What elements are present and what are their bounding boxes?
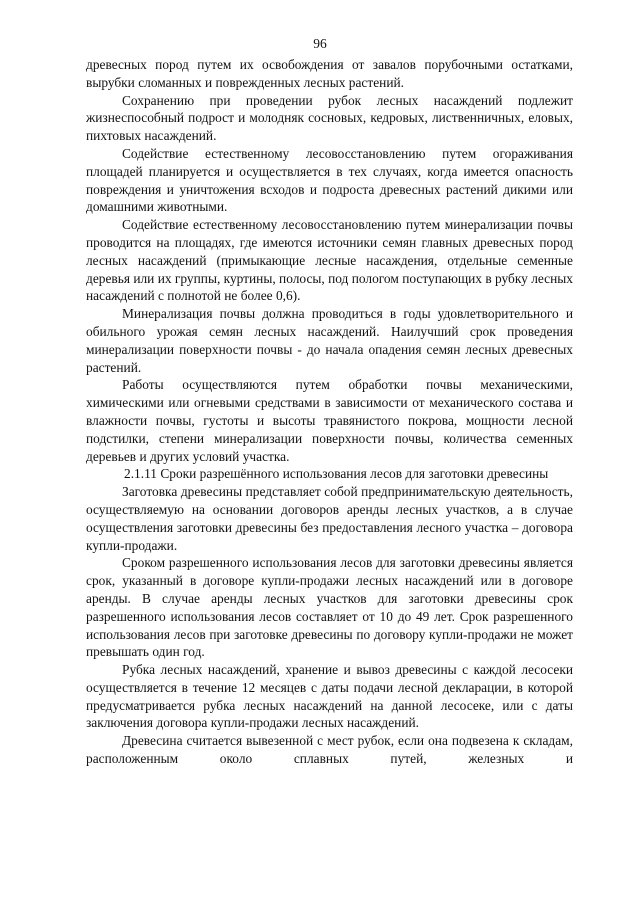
paragraph-permitted-term: Сроком разрешенного использования лесов для заготовки древесины является срок, указанный в договоре купли-продажи лесных насаждений или в договоре аренды. В случае аренды лесных участков для заготовки древесины срок разрешенного использования лесов составляет от 10 до 49 лет. Срок разрешенного использования лесов при заготовке древесины по договору купли-продажи не может превышать один год. bbox=[86, 555, 573, 660]
paragraph-felling-removal: Рубка лесных насаждений, хранение и вывоз древесины с каждой лесосеки осуществляется в течение 12 месяцев с даты подачи лесной декларации, в которой предусматривается рубка лесных насаждений на данной лесосеке, или с даты заключения договора купли-продажи лесных насаждений. bbox=[86, 662, 573, 731]
paragraph-fencing: Содействие естественному лесовосстановлению путем огораживания площадей планируется и осуществляется в тех случаях, когда имеется опасность повреждения и уничтожения всходов и подроста древесных растений дикими или домашними животными. bbox=[86, 145, 573, 215]
paragraph-undergrowth-preservation: Сохранению при проведении рубок лесных насаждений подлежит жизнеспособный подрост и молодняк сосновых, кедровых, лиственничных, еловых, пихтовых насаждений. bbox=[86, 92, 573, 144]
paragraph-timber-harvesting: Заготовка древесины представляет собой предпринимательскую деятельность, осуществляемую на основании договоров аренды лесных участков, а в случае осуществления заготовки древесины без предоставления лесного участка – договора купли-продажи. bbox=[86, 484, 573, 553]
paragraph-continuation: древесных пород путем их освобождения от завалов порубочными остатками, вырубки сломанных и поврежденных лесных растений. bbox=[86, 57, 573, 90]
paragraph-soil-mineralization: Содействие естественному лесовосстановлению путем минерализации почвы проводится на площадях, где имеются источники семян главных древесных пород лесных насаждений (примыкающие лесные насаждения, отдельные семенные деревья или их группы, куртины, полосы, под пологом поступающих в рубку лесных насаждений с полнотой не более 0,6). bbox=[86, 217, 573, 304]
page-number: 96 bbox=[313, 36, 327, 51]
paragraph-mineralization-timing: Минерализация почвы должна проводиться в годы удовлетворительного и обильного урожая семян лесных насаждений. Наилучший срок проведения минерализации поверхности почвы - до начала опадения семян лесных древесных растений. bbox=[86, 306, 573, 375]
paragraph-timber-removed: Древесина считается вывезенной с мест рубок, если она подвезена к складам, расположенным около сплавных путей, железных и bbox=[86, 733, 573, 767]
document-body bbox=[86, 56, 573, 768]
section-heading: 2.1.11 Сроки разрешённого использования лесов для заготовки древесины bbox=[124, 466, 549, 482]
paragraph-works-methods: Работы осуществляются путем обработки почвы механическими, химическими или огневыми средствами в зависимости от механического состава и влажности почвы, густоты и высоты травянистого покрова, мощности лесной подстилки, степени минерализации поверхности почвы, количества семенных деревьев и других условий участка. bbox=[86, 377, 573, 464]
